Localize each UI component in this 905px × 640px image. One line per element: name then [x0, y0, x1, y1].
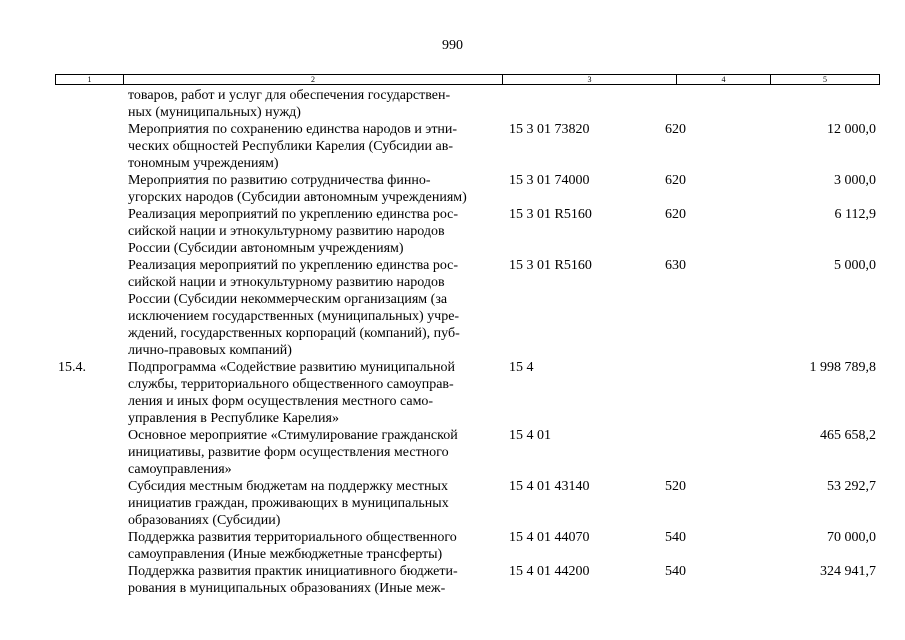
row-code: 15 4 01	[509, 428, 551, 443]
row-amount: 1 998 789,8	[809, 360, 876, 375]
row-amount: 53 292,7	[827, 479, 876, 494]
header-col-2: 2	[311, 75, 315, 84]
row-amount: 465 658,2	[820, 428, 876, 443]
row-name: Подпрограмма «Содействие развитию муниципальной службы, территориального общественного самоуправ- ления и иных форм осуществления местного само- управления в Республике Карелия»	[128, 360, 455, 426]
page-number: 990	[442, 38, 463, 53]
row-type: 540	[665, 564, 686, 579]
header-col-4: 4	[721, 75, 726, 84]
table-row	[0, 257, 905, 359]
table-header	[55, 74, 880, 85]
row-name: Мероприятия по развитию сотрудничества финно- угорских народов (Субсидии автономным учреждениям)	[128, 173, 467, 205]
row-name: Мероприятия по сохранению единства народов и этни- ческих общностей Республики Карелия (Субсидии ав- тономным учреждениям)	[128, 122, 458, 171]
table-row	[0, 427, 905, 478]
table-body	[0, 87, 905, 597]
header-col-3: 3	[587, 75, 592, 84]
table-row	[0, 206, 905, 257]
header-col-1: 1	[87, 75, 92, 84]
row-name: Основное мероприятие «Стимулирование гражданской инициативы, развитие форм осуществления местного самоуправления»	[128, 428, 458, 477]
row-name: Реализация мероприятий по укреплению единства рос- сийской нации и этнокультурному развитию народов России (Субсидии автономным учреждениям)	[128, 207, 459, 256]
table-row	[0, 563, 905, 597]
row-amount: 6 112,9	[834, 207, 876, 222]
table-row	[0, 121, 905, 172]
row-amount: 5 000,0	[834, 258, 876, 273]
row-type: 620	[665, 207, 686, 222]
row-code: 15 4 01 43140	[509, 479, 590, 494]
row-name: Субсидия местным бюджетам на поддержку местных инициатив граждан, проживающих в муниципальных образованиях (Субсидии)	[128, 479, 449, 528]
row-type: 620	[665, 173, 686, 188]
row-type: 620	[665, 122, 686, 137]
row-name: товаров, работ и услуг для обеспечения государствен- ных (муниципальных) нужд)	[128, 88, 451, 120]
row-code: 15 3 01 74000	[509, 173, 590, 188]
row-code: 15 3 01 R5160	[509, 258, 592, 273]
row-type: 520	[665, 479, 686, 494]
table-row	[0, 172, 905, 206]
row-number: 15.4.	[58, 360, 86, 375]
row-code: 15 4	[509, 360, 534, 375]
row-code: 15 3 01 73820	[509, 122, 590, 137]
table-row	[0, 87, 905, 121]
row-code: 15 3 01 R5160	[509, 207, 592, 222]
row-code: 15 4 01 44200	[509, 564, 590, 579]
row-type: 630	[665, 258, 686, 273]
row-name: Реализация мероприятий по укреплению единства рос- сийской нации и этнокультурному развитию народов России (Субсидии некоммерческим организациям (за исключением государственных (муниципальных) учре- ждений, государственных корпораций (компаний), пуб- лично-правовых компаний)	[128, 258, 460, 358]
row-amount: 3 000,0	[834, 173, 876, 188]
row-name: Поддержка развития территориального общественного самоуправления (Иные межбюджетные трансферты)	[128, 530, 457, 562]
row-amount: 70 000,0	[827, 530, 876, 545]
row-amount: 324 941,7	[820, 564, 876, 579]
header-col-5: 5	[823, 75, 827, 84]
table-row	[0, 359, 905, 427]
row-type: 540	[665, 530, 686, 545]
row-amount: 12 000,0	[827, 122, 876, 137]
row-code: 15 4 01 44070	[509, 530, 590, 545]
row-name: Поддержка развития практик инициативного бюджети- рования в муниципальных образованиях (Иные меж-	[128, 564, 458, 596]
table-row	[0, 478, 905, 529]
table-row	[0, 529, 905, 563]
